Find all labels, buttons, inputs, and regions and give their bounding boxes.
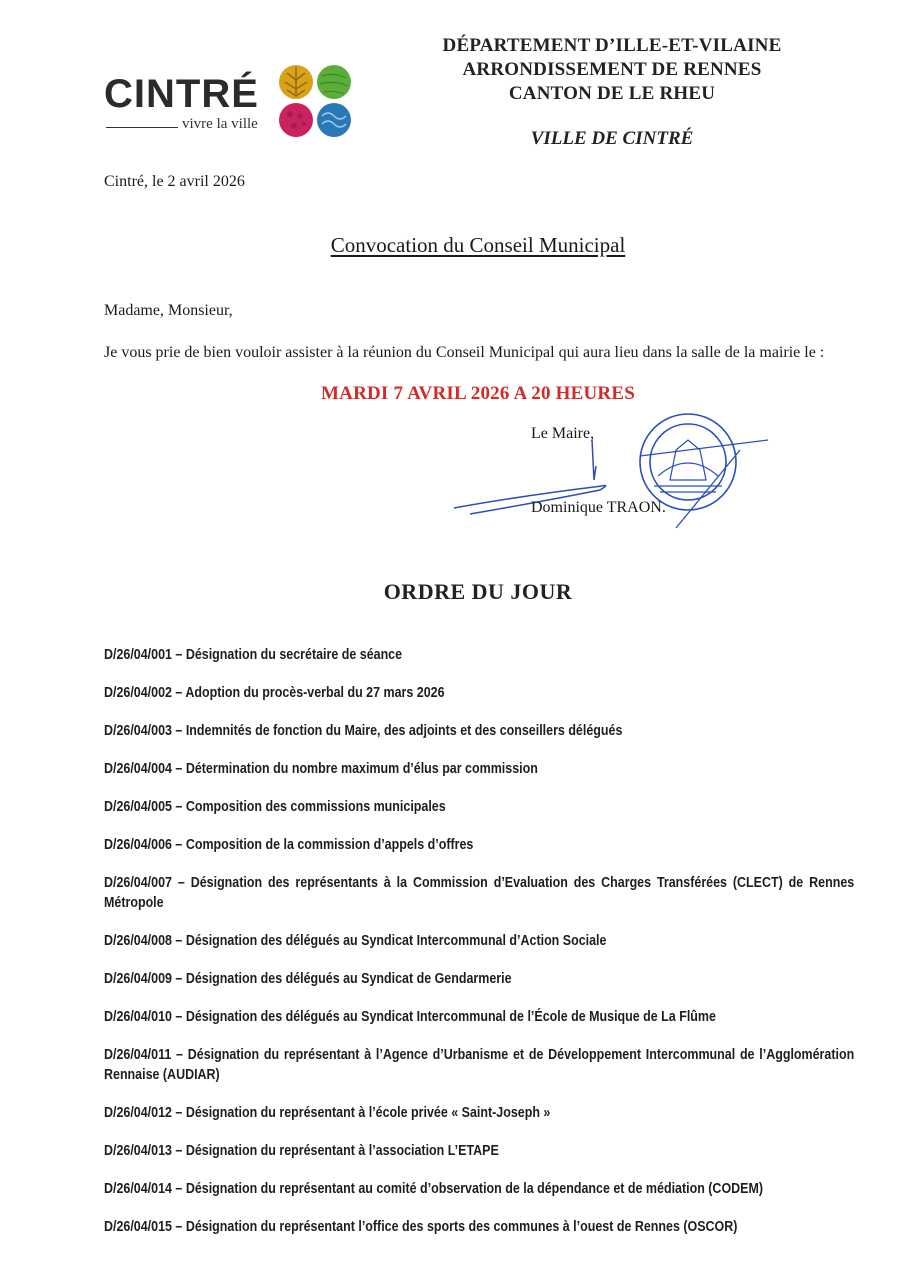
header-arrondissement: ARRONDISSEMENT DE RENNES [462,59,762,80]
agenda-item: D/26/04/011 – Désignation du représentant à l’Agence d’Urbanisme et de Développement Intercommunal de l’Agglomération Rennaise (AUDIAR) [104,1047,855,1083]
logo-divider [106,127,178,128]
administrative-header [400,34,824,106]
agenda-item: D/26/04/014 – Désignation du représentant au comité d’observation de la dépendance et de médiation (CODEM) [104,1181,764,1197]
agenda-item-code: D/26/04/012 [104,1105,172,1121]
agenda-item-text: Composition des commissions municipales [185,799,446,815]
agenda-item: D/26/04/009 – Désignation des délégués au Syndicat de Gendarmerie [104,971,512,987]
agenda-item: D/26/04/005 – Composition des commissions municipales [104,799,446,815]
agenda-item-text: Désignation du représentant à l’association L’ETAPE [185,1143,499,1159]
agenda-item: D/26/04/006 – Composition de la commission d’appels d’offres [104,837,474,853]
agenda-item-text: Désignation des délégués au Syndicat Intercommunal de l’École de Musique de La Flûme [185,1009,716,1025]
agenda-item-text: Adoption du procès-verbal du 27 mars 2026 [185,685,445,701]
agenda-item: D/26/04/007 – Désignation des représentants à la Commission d’Evaluation des Charges Transférées (CLECT) de Rennes Métropole [104,875,855,911]
agenda-item-text: Désignation des délégués au Syndicat Intercommunal d’Action Sociale [185,933,607,949]
logo-wordmark: CINTRÉ [104,72,259,116]
logo-emblem-icon [276,64,356,140]
agenda-list [104,645,856,1237]
meeting-datetime: MARDI 7 AVRIL 2026 A 20 HEURES [321,383,635,404]
agenda-item-text: Composition de la commission d’appels d’offres [185,837,474,853]
header-canton: CANTON DE LE RHEU [508,83,716,104]
logo-ball-blue [317,103,351,137]
agenda-item: D/26/04/012 – Désignation du représentant à l’école privée « Saint-Joseph » [104,1105,551,1121]
agenda-item-code: D/26/04/005 [104,799,172,815]
agenda-item-code: D/26/04/014 [104,1181,172,1197]
agenda-item-text: Désignation des délégués au Syndicat de Gendarmerie [185,971,512,987]
header-department: DÉPARTEMENT D’ILLE-ET-VILAINE [442,35,782,56]
agenda-item: D/26/04/004 – Détermination du nombre maximum d’élus par commission [104,761,538,777]
agenda-item-text: Indemnités de fonction du Maire, des adjoints et des conseillers délégués [185,723,623,739]
letter-title: Convocation du Conseil Municipal [330,233,626,257]
agenda-item-text: Désignation du représentant au comité d’observation de la dépendance et de médiation (CODEM) [185,1181,764,1197]
agenda-item: D/26/04/003 – Indemnités de fonction du Maire, des adjoints et des conseillers délégués [104,723,623,739]
agenda-item-code: D/26/04/006 [104,837,172,853]
agenda-item-code: D/26/04/001 [104,647,172,663]
agenda-item-code: D/26/04/003 [104,723,172,739]
letter-body: Je vous prie de bien vouloir assister à la réunion du Conseil Municipal qui aura lieu dans la salle de la mairie le : [104,344,825,361]
letter-dateline: Cintré, le 2 avril 2026 [104,173,245,190]
agenda-item-code: D/26/04/013 [104,1143,172,1159]
agenda-item-text: Détermination du nombre maximum d’élus par commission [185,761,538,777]
agenda-item-code: D/26/04/011 [104,1047,172,1063]
logo-tagline: vivre la ville [182,116,258,132]
mayor-signature-and-stamp [440,410,780,550]
header-ville: VILLE DE CINTRÉ [530,128,694,149]
agenda-item-text: Désignation des représentants à la Commission d’Evaluation des Charges Transférées (CLECT) de Rennes Métropole [104,875,855,911]
agenda-item-code: D/26/04/002 [104,685,172,701]
agenda-title: ORDRE DU JOUR [383,579,573,604]
signature-name: Dominique TRAON. [531,499,666,516]
agenda-item-text: Désignation du représentant à l’Agence d’Urbanisme et de Développement Intercommunal de l’Agglomération Rennaise (AUDIAR) [104,1047,855,1083]
agenda-item-code: D/26/04/009 [104,971,172,987]
agenda-item-code: D/26/04/007 [104,875,172,891]
agenda-item: D/26/04/013 – Désignation du représentant à l’association L’ETAPE [104,1143,499,1159]
agenda-item: D/26/04/008 – Désignation des délégués au Syndicat Intercommunal d’Action Sociale [104,933,607,949]
agenda-item-text: Désignation du représentant à l’école privée « Saint-Joseph » [185,1105,551,1121]
letter-salutation: Madame, Monsieur, [104,302,233,319]
agenda-item-code: D/26/04/010 [104,1009,172,1025]
signature-role: Le Maire, [531,425,595,442]
agenda-item: D/26/04/015 – Désignation du représentant l’office des sports des communes à l’ouest de Rennes (OSCOR) [104,1219,738,1235]
agenda-item-code: D/26/04/015 [104,1219,172,1235]
agenda-item: D/26/04/010 – Désignation des délégués au Syndicat Intercommunal de l’École de Musique de La Flûme [104,1009,716,1025]
cintre-logo [104,64,359,142]
agenda-item-code: D/26/04/008 [104,933,172,949]
agenda-item-text: Désignation du représentant l’office des sports des communes à l’ouest de Rennes (OSCOR) [185,1219,738,1235]
logo-ball-pink [279,103,313,137]
agenda-item: D/26/04/002 – Adoption du procès-verbal du 27 mars 2026 [104,685,445,701]
agenda-item-text: Désignation du secrétaire de séance [185,647,403,663]
agenda-item-code: D/26/04/004 [104,761,172,777]
agenda-item: D/26/04/001 – Désignation du secrétaire de séance [104,647,403,663]
